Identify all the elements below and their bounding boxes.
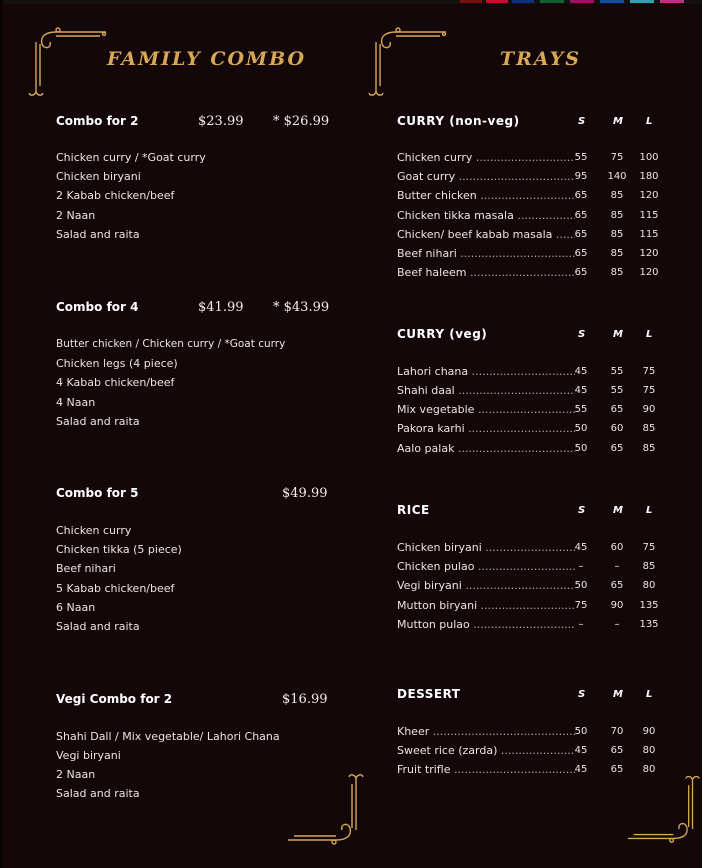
price-m: – xyxy=(614,561,620,572)
price-m: 85 xyxy=(610,267,624,278)
size-header-s: S xyxy=(578,689,586,700)
tray-row xyxy=(397,599,667,615)
price-s: 65 xyxy=(574,229,588,240)
tray-item-name: Kheer ..... xyxy=(397,725,575,738)
combo-price: $16.99 xyxy=(282,692,328,707)
tray-section-title: CURRY (non-veg) xyxy=(397,114,520,128)
tray-row xyxy=(397,579,667,595)
tray-item-name: Aalo palak ..... xyxy=(397,442,575,455)
tray-item-name: Mutton pulao ..... xyxy=(397,618,575,631)
tray-item-name: Mix vegetable ..... xyxy=(397,403,575,416)
ornament-top-left-icon xyxy=(26,24,110,100)
combo-item: Chicken curry / *Goat curry xyxy=(56,151,206,164)
price-m: 70 xyxy=(610,726,624,737)
size-header-s: S xyxy=(578,505,586,516)
size-header-m: M xyxy=(613,116,623,127)
price-m: 65 xyxy=(610,745,624,756)
tray-item-name: Mutton biryani ..... xyxy=(397,599,575,612)
tray-row xyxy=(397,560,667,576)
tray-section-title: RICE xyxy=(397,503,430,517)
price-l: 85 xyxy=(642,443,656,454)
combo-item: 4 Kabab chicken/beef xyxy=(56,376,175,389)
combo-item: 5 Kabab chicken/beef xyxy=(56,582,175,595)
price-s: 75 xyxy=(574,600,588,611)
price-m: – xyxy=(614,619,620,630)
tray-row xyxy=(397,725,667,741)
price-s: 45 xyxy=(574,764,588,775)
price-m: 65 xyxy=(610,580,624,591)
combo-name: Combo for 5 xyxy=(56,486,139,500)
combo-item: Beef nihari xyxy=(56,562,116,575)
price-s: 45 xyxy=(574,385,588,396)
size-header-m: M xyxy=(613,505,623,516)
price-s: 55 xyxy=(574,404,588,415)
tray-row xyxy=(397,151,667,167)
price-m: 55 xyxy=(610,385,624,396)
price-m: 85 xyxy=(610,229,624,240)
price-m: 90 xyxy=(610,600,624,611)
size-header-s: S xyxy=(578,329,586,340)
combo-item: 2 Naan xyxy=(56,209,96,222)
price-m: 65 xyxy=(610,764,624,775)
tray-item-name: Butter chicken ..... xyxy=(397,189,575,202)
tray-item-name: Chicken pulao ..... xyxy=(397,560,575,573)
price-m: 65 xyxy=(610,404,624,415)
tray-row xyxy=(397,170,667,186)
tray-row xyxy=(397,541,667,557)
tray-row xyxy=(397,744,667,760)
combo-name: Vegi Combo for 2 xyxy=(56,692,173,706)
tray-section-title: DESSERT xyxy=(397,687,461,701)
combo-price: $41.99 xyxy=(198,300,244,315)
price-l: 100 xyxy=(639,152,659,163)
price-s: 50 xyxy=(574,726,588,737)
combo-item: Salad and raita xyxy=(56,620,140,633)
tray-item-name: Vegi biryani ..... xyxy=(397,579,575,592)
tray-item-name: Fruit trifle ..... xyxy=(397,763,575,776)
price-s: 95 xyxy=(574,171,588,182)
combo-item: Chicken legs (4 piece) xyxy=(56,357,178,370)
combo-item: 6 Naan xyxy=(56,601,96,614)
price-l: 80 xyxy=(642,580,656,591)
size-header-l: L xyxy=(646,116,653,127)
price-m: 60 xyxy=(610,423,624,434)
tray-row xyxy=(397,384,667,400)
price-m: 85 xyxy=(610,248,624,259)
price-s: 45 xyxy=(574,745,588,756)
price-s: 50 xyxy=(574,423,588,434)
price-l: 90 xyxy=(642,726,656,737)
price-m: 140 xyxy=(607,171,627,182)
price-m: 55 xyxy=(610,366,624,377)
price-s: – xyxy=(578,561,584,572)
combo-item: Salad and raita xyxy=(56,415,140,428)
combo-item: Butter chicken / Chicken curry / *Goat curry xyxy=(56,338,286,350)
price-l: 115 xyxy=(639,210,659,221)
price-m: 85 xyxy=(610,210,624,221)
size-header-l: L xyxy=(646,329,653,340)
tray-item-name: Chicken curry ..... xyxy=(397,151,575,164)
size-header-m: M xyxy=(613,689,623,700)
tray-row xyxy=(397,403,667,419)
combo-item: 2 Kabab chicken/beef xyxy=(56,189,175,202)
price-s: 65 xyxy=(574,210,588,221)
combo-item: Salad and raita xyxy=(56,787,140,800)
price-m: 60 xyxy=(610,542,624,553)
price-l: 80 xyxy=(642,764,656,775)
tray-row xyxy=(397,763,667,779)
combo-item: Chicken biryani xyxy=(56,170,141,183)
tray-row xyxy=(397,618,667,634)
price-l: 135 xyxy=(639,619,659,630)
tray-item-name: Lahori chana ..... xyxy=(397,365,575,378)
price-l: 80 xyxy=(642,745,656,756)
size-header-l: L xyxy=(646,505,653,516)
price-l: 85 xyxy=(642,423,656,434)
combo-price: $23.99 xyxy=(198,114,244,129)
tray-item-name: Beef nihari ..... xyxy=(397,247,575,260)
price-s: 45 xyxy=(574,542,588,553)
combo-item: Chicken tikka (5 piece) xyxy=(56,543,182,556)
ornament-top-center-icon xyxy=(366,24,450,100)
price-l: 180 xyxy=(639,171,659,182)
tray-row xyxy=(397,247,667,263)
tray-item-name: Chicken/ beef kabab masala ..... xyxy=(397,228,575,241)
combo-item: Chicken curry xyxy=(56,524,132,537)
tray-item-name: Chicken tikka masala ..... xyxy=(397,209,575,222)
price-l: 75 xyxy=(642,366,656,377)
tray-row xyxy=(397,209,667,225)
tray-section-title: CURRY (veg) xyxy=(397,327,488,341)
price-l: 135 xyxy=(639,600,659,611)
tray-row xyxy=(397,422,667,438)
combo-item: 2 Naan xyxy=(56,768,96,781)
price-l: 90 xyxy=(642,404,656,415)
tray-item-name: Beef haleem ..... xyxy=(397,266,575,279)
combo-name: Combo for 4 xyxy=(56,300,139,314)
price-s: 65 xyxy=(574,190,588,201)
trays-title: TRAYS xyxy=(500,48,582,70)
combo-item: 4 Naan xyxy=(56,396,96,409)
ornament-bottom-right-icon xyxy=(626,768,702,848)
price-s: 45 xyxy=(574,366,588,377)
size-header-s: S xyxy=(578,116,586,127)
family-combo-title: FAMILY COMBO xyxy=(107,48,307,70)
price-l: 75 xyxy=(642,542,656,553)
price-m: 65 xyxy=(610,443,624,454)
size-header-m: M xyxy=(613,329,623,340)
left-edge xyxy=(0,0,3,868)
tray-item-name: Sweet rice (zarda) ..... xyxy=(397,744,575,757)
tray-row xyxy=(397,189,667,205)
combo-price: $49.99 xyxy=(282,486,328,501)
top-color-strip xyxy=(0,0,702,4)
price-s: 50 xyxy=(574,580,588,591)
tray-row xyxy=(397,442,667,458)
price-m: 85 xyxy=(610,190,624,201)
combo-price-alt: * $26.99 xyxy=(273,114,330,129)
price-s: 65 xyxy=(574,248,588,259)
tray-row xyxy=(397,228,667,244)
price-l: 120 xyxy=(639,267,659,278)
price-l: 120 xyxy=(639,248,659,259)
price-s: – xyxy=(578,619,584,630)
tray-row xyxy=(397,266,667,282)
price-l: 85 xyxy=(642,561,656,572)
price-l: 120 xyxy=(639,190,659,201)
price-s: 65 xyxy=(574,267,588,278)
size-header-l: L xyxy=(646,689,653,700)
combo-item: Salad and raita xyxy=(56,228,140,241)
price-l: 75 xyxy=(642,385,656,396)
price-m: 75 xyxy=(610,152,624,163)
tray-row xyxy=(397,365,667,381)
price-l: 115 xyxy=(639,229,659,240)
combo-item: Shahi Dall / Mix vegetable/ Lahori Chana xyxy=(56,730,280,743)
combo-item: Vegi biryani xyxy=(56,749,121,762)
price-s: 55 xyxy=(574,152,588,163)
combo-price-alt: * $43.99 xyxy=(273,300,330,315)
tray-item-name: Chicken biryani ..... xyxy=(397,541,575,554)
combo-name: Combo for 2 xyxy=(56,114,139,128)
tray-item-name: Pakora karhi ..... xyxy=(397,422,575,435)
tray-item-name: Goat curry ..... xyxy=(397,170,575,183)
tray-item-name: Shahi daal ..... xyxy=(397,384,575,397)
ornament-bottom-center-icon xyxy=(286,768,366,848)
price-s: 50 xyxy=(574,443,588,454)
